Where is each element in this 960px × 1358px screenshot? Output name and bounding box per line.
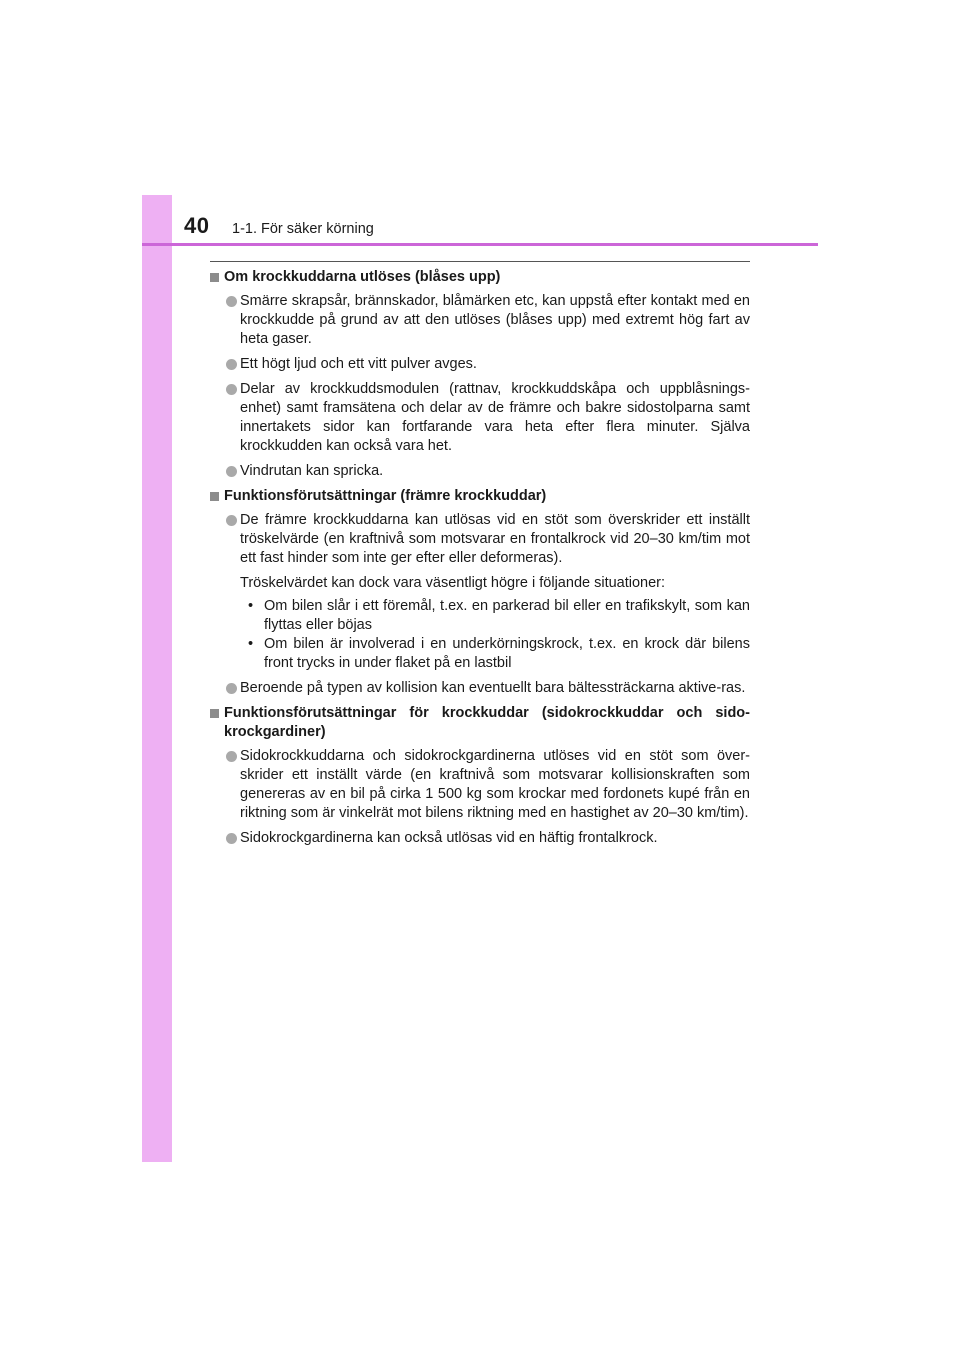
section-heading-text: Funktionsförutsättningar för krockkuddar (sidokrockkuddar och sido-krockgardiner) [224, 705, 750, 740]
dot-bullet-icon: • [248, 636, 254, 652]
round-bullet-icon [226, 683, 237, 694]
list-item [226, 829, 750, 848]
section-heading [210, 268, 750, 287]
list-item-text: Delar av krockkuddsmodulen (rattnav, krockkuddskåpa och uppblåsnings-enhet) samt framsätena och delar av de främre och bakre sidostolparna samt innertakets sidor kan fortfarande vara heta efter flera minuter. Själva krockkudden kan också vara het. [240, 381, 750, 454]
square-bullet-icon [210, 709, 219, 718]
section-heading [210, 704, 750, 742]
sub-list-item-text: Om bilen slår i ett föremål, t.ex. en parkerad bil eller en trafikskylt, som kan flyttas eller böjas [264, 598, 750, 633]
list-item-text: Smärre skrapsår, brännskador, blåmärken etc, kan uppstå efter kontakt med en krockkudde på grund av att den utlöses (blåses upp) med extremt hög fart av heta gaser. [240, 293, 750, 347]
sub-list [240, 597, 750, 673]
list-item-text: De främre krockkuddarna kan utlösas vid en stöt som överskrider ett inställt tröskelvärde (en kraftnivå som motsvarar en frontalkrock vid 20–30 km/tim mot ett fast hinder som inte ger efter eller deformeras). [240, 512, 750, 566]
section-heading-text: Om krockkuddarna utlöses (blåses upp) [224, 269, 501, 285]
sub-list-item [248, 597, 750, 635]
round-bullet-icon [226, 359, 237, 370]
list-item-text: Sidokrockgardinerna kan också utlösas vid en häftig frontalkrock. [240, 830, 658, 846]
list-item [226, 380, 750, 456]
list-item [226, 462, 750, 481]
round-bullet-icon [226, 515, 237, 526]
list-item-text: Beroende på typen av kollision kan eventuellt bara bältessträckarna aktive-ras. [240, 680, 746, 696]
header-divider [142, 243, 818, 246]
list-item-text: Sidokrockkuddarna och sidokrockgardinerna utlöses vid en stöt som över-skrider ett inställt värde (en kraftnivå som motsvarar kollisionskraften som genereras av en bil på cirka 1 500 kg som krockar med fordonets kupé från en riktning som är vinkelrät mot bilens riktning med en hastighet av 20–30 km/tim). [240, 748, 750, 821]
page-number: 40 [184, 213, 210, 238]
list-item [226, 679, 750, 698]
section-heading [210, 487, 750, 506]
list-item [226, 747, 750, 823]
list-item [226, 511, 750, 673]
sub-list-item-text: Om bilen är involverad i en underkörningskrock, t.ex. en krock där bilens front trycks in under flaket på en lastbil [264, 636, 750, 671]
round-bullet-icon [226, 384, 237, 395]
section-heading-text: Funktionsförutsättningar (främre krockkuddar) [224, 488, 547, 504]
square-bullet-icon [210, 492, 219, 501]
square-bullet-icon [210, 273, 219, 282]
round-bullet-icon [226, 833, 237, 844]
list-item [226, 292, 750, 349]
list-item [226, 355, 750, 374]
list-item-note: Tröskelvärdet kan dock vara väsentligt högre i följande situationer: [240, 575, 666, 591]
round-bullet-icon [226, 296, 237, 307]
round-bullet-icon [226, 466, 237, 477]
sub-list-item [248, 635, 750, 673]
list-item-text: Vindrutan kan spricka. [240, 463, 384, 479]
page-content [210, 261, 750, 854]
chapter-title: 1-1. För säker körning [232, 221, 374, 237]
round-bullet-icon [226, 751, 237, 762]
list-item-text: Ett högt ljud och ett vitt pulver avges. [240, 356, 477, 372]
sidebar-tab [142, 195, 172, 1162]
dot-bullet-icon: • [248, 598, 254, 614]
